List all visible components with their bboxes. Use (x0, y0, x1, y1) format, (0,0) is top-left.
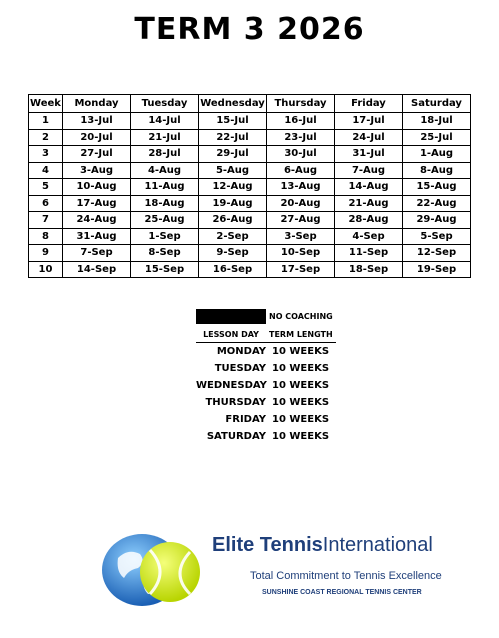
table-row (29, 228, 471, 245)
table-row (29, 113, 471, 130)
legend (196, 308, 336, 445)
column-header: Tuesday (131, 95, 199, 113)
column-header: Wednesday (199, 95, 267, 113)
table-header-row (29, 95, 471, 113)
date-cell: 3-Sep (267, 228, 335, 245)
lesson-day: WEDNESDAY (196, 380, 267, 391)
date-cell: 11-Sep (335, 245, 403, 262)
date-cell: 15-Sep (131, 261, 199, 278)
table-row (29, 129, 471, 146)
date-cell: 4-Aug (131, 162, 199, 179)
date-cell: 18-Sep (335, 261, 403, 278)
tagline: Total Commitment to Tennis Excellence (250, 570, 442, 582)
date-cell: 22-Aug (403, 195, 471, 212)
column-header: Friday (335, 95, 403, 113)
term-length-header: TERM LENGTH (269, 329, 333, 339)
week-number-cell: 5 (29, 179, 63, 196)
date-cell: 29-Jul (199, 146, 267, 163)
term-length: 10 WEEKS (272, 380, 330, 391)
week-number-cell: 8 (29, 228, 63, 245)
date-cell: 1-Aug (403, 146, 471, 163)
lesson-day: THURSDAY (205, 397, 266, 408)
date-cell: 1-Sep (131, 228, 199, 245)
date-cell: 6-Aug (267, 162, 335, 179)
date-cell: 2-Sep (199, 228, 267, 245)
date-cell: 31-Jul (335, 146, 403, 163)
date-cell: 20-Jul (63, 129, 131, 146)
column-header: Monday (63, 95, 131, 113)
date-cell: 8-Sep (131, 245, 199, 262)
no-coaching-label: NO COACHING (269, 311, 333, 321)
date-cell: 5-Sep (403, 228, 471, 245)
date-cell: 26-Aug (199, 212, 267, 229)
lesson-row (196, 428, 336, 445)
lesson-day: FRIDAY (225, 414, 266, 425)
table-row (29, 245, 471, 262)
date-cell: 28-Aug (335, 212, 403, 229)
term-calendar-table (28, 94, 471, 278)
no-coaching-swatch (196, 309, 266, 324)
date-cell: 9-Sep (199, 245, 267, 262)
term-length: 10 WEEKS (272, 431, 330, 442)
column-header: Week (29, 95, 63, 113)
date-cell: 11-Aug (131, 179, 199, 196)
date-cell: 3-Aug (63, 162, 131, 179)
lesson-day-header: LESSON DAY (203, 329, 259, 339)
date-cell: 14-Sep (63, 261, 131, 278)
week-number-cell: 9 (29, 245, 63, 262)
date-cell: 28-Jul (131, 146, 199, 163)
term-length: 10 WEEKS (272, 363, 330, 374)
lesson-row (196, 394, 336, 411)
date-cell: 19-Sep (403, 261, 471, 278)
date-cell: 8-Aug (403, 162, 471, 179)
date-cell: 5-Aug (199, 162, 267, 179)
brand-name: Elite TennisInternational (212, 534, 433, 556)
date-cell: 10-Aug (63, 179, 131, 196)
term-length: 10 WEEKS (272, 414, 330, 425)
date-cell: 14-Aug (335, 179, 403, 196)
date-cell: 14-Jul (131, 113, 199, 130)
page-title: TERM 3 2026 (134, 12, 365, 47)
table-row (29, 195, 471, 212)
date-cell: 24-Jul (335, 129, 403, 146)
date-cell: 7-Sep (63, 245, 131, 262)
date-cell: 31-Aug (63, 228, 131, 245)
date-cell: 17-Sep (267, 261, 335, 278)
week-number-cell: 4 (29, 162, 63, 179)
date-cell: 30-Jul (267, 146, 335, 163)
lesson-row (196, 360, 336, 377)
date-cell: 25-Aug (131, 212, 199, 229)
date-cell: 24-Aug (63, 212, 131, 229)
week-number-cell: 6 (29, 195, 63, 212)
date-cell: 27-Jul (63, 146, 131, 163)
lesson-row (196, 411, 336, 428)
date-cell: 17-Aug (63, 195, 131, 212)
legend-header (196, 326, 336, 343)
center-name: SUNSHINE COAST REGIONAL TENNIS CENTER (262, 589, 422, 596)
date-cell: 22-Jul (199, 129, 267, 146)
elite-tennis-logo (94, 522, 474, 622)
date-cell: 16-Sep (199, 261, 267, 278)
date-cell: 13-Aug (267, 179, 335, 196)
date-cell: 12-Aug (199, 179, 267, 196)
lesson-day: SATURDAY (206, 431, 266, 442)
table-row (29, 261, 471, 278)
lesson-row (196, 377, 336, 394)
date-cell: 12-Sep (403, 245, 471, 262)
table-row (29, 146, 471, 163)
date-cell: 13-Jul (63, 113, 131, 130)
week-number-cell: 2 (29, 129, 63, 146)
date-cell: 21-Aug (335, 195, 403, 212)
date-cell: 27-Aug (267, 212, 335, 229)
date-cell: 15-Jul (199, 113, 267, 130)
date-cell: 7-Aug (335, 162, 403, 179)
date-cell: 15-Aug (403, 179, 471, 196)
date-cell: 21-Jul (131, 129, 199, 146)
week-number-cell: 7 (29, 212, 63, 229)
term-length: 10 WEEKS (272, 346, 330, 357)
lesson-day: TUESDAY (214, 363, 266, 374)
date-cell: 23-Jul (267, 129, 335, 146)
week-number-cell: 1 (29, 113, 63, 130)
date-cell: 4-Sep (335, 228, 403, 245)
lesson-row (196, 343, 336, 360)
date-cell: 17-Jul (335, 113, 403, 130)
date-cell: 29-Aug (403, 212, 471, 229)
week-number-cell: 10 (29, 261, 63, 278)
date-cell: 16-Jul (267, 113, 335, 130)
globe-tennis-ball-icon (98, 530, 208, 610)
date-cell: 10-Sep (267, 245, 335, 262)
date-cell: 18-Aug (131, 195, 199, 212)
date-cell: 19-Aug (199, 195, 267, 212)
table-row (29, 212, 471, 229)
lesson-day: MONDAY (216, 346, 266, 357)
week-number-cell: 3 (29, 146, 63, 163)
column-header: Thursday (267, 95, 335, 113)
term-length: 10 WEEKS (272, 397, 330, 408)
date-cell: 18-Jul (403, 113, 471, 130)
column-header: Saturday (403, 95, 471, 113)
table-row (29, 179, 471, 196)
date-cell: 20-Aug (267, 195, 335, 212)
date-cell: 25-Jul (403, 129, 471, 146)
table-row (29, 162, 471, 179)
